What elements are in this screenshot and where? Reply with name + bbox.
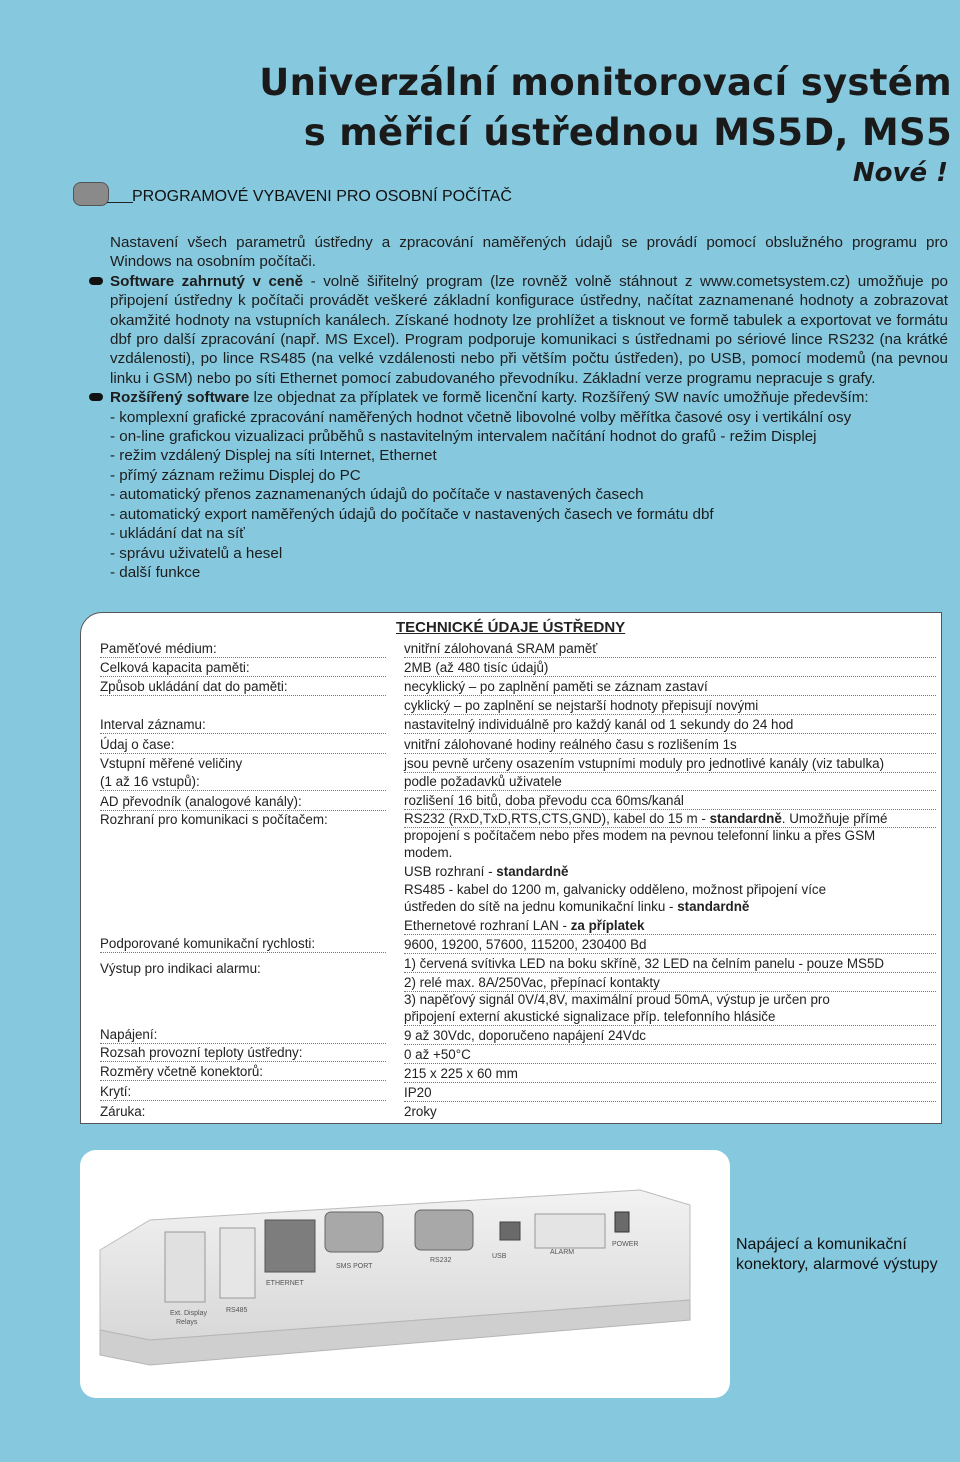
spec-label: (1 až 16 vstupů): [100,773,386,791]
spec-value-part: ústředen do sítě na jednu komunikační linku - [404,899,678,914]
feature-list [110,408,948,583]
spec-label: Krytí: [100,1083,386,1101]
spec-value-part: RS232 (RxD,TxD,RTS,CTS,GND), kabel do 15 m - [404,811,710,826]
spec-value: 2MB (až 480 tisíc údajů) [404,659,936,677]
spec-value: nastavitelný individuálně pro každý kanál od 1 sekundy do 24 hod [404,716,936,734]
section-divider [107,202,133,203]
spec-value: 3) napěťový signál 0V/4,8V, maximální proud 50mA, výstup je určen pro [404,992,830,1007]
software-free-text: - volně šiřitelný program (lze rovněž volně stáhnout z www.cometsystem.cz) umožňuje po připojení ústředny k počítači provádět veškeré základní konfigurace ústředny, načítat zaznamenané hodnoty a zobrazovat okamžité hodnoty na vstupních kanálech. Získané hodnoty lze prohlížet a tisknout ve formě tabulek a exportovat ve formátu dbf pro další zpracování (např. MS Excel). Program podporuje komunikaci s ústřednami po sériové lince RS232 (na krátké vzdálenosti), po lince RS485 (na velké vzdálenosti nebo při větším počtu ústředen), po USB, pomocí modemů (na pevnou linku i GSM) nebo po síti Ethernet pomocí zabudovaného převodníku. Základní verze programu nepracuje s grafy. [110,272,948,387]
spec-value-usb [404,863,936,880]
spec-value: 2) relé max. 8A/250Vac, přepínací kontakty [404,974,936,992]
spec-value: 215 x 225 x 60 mm [404,1065,936,1083]
feature-item: - další funkce [110,563,201,581]
spec-value: cyklický – po zaplnění se nejstarší hodnoty přepisují novými [404,697,936,715]
software-free-heading: Software zahrnutý v ceně [110,272,304,290]
feature-item: - ukládání dat na síť [110,525,245,543]
bullet-icon [89,393,103,401]
device-label: SMS PORT [336,1263,373,1270]
title-line-1: Univerzální monitorovací systém [259,61,952,104]
product-photo [80,1150,730,1398]
feature-item: - správu uživatelů a hesel [110,544,283,562]
spec-value-bold: standardně [496,864,569,879]
title-line-2: s měřicí ústřednou MS5D, MS5 [303,111,952,154]
tech-specs-title: TECHNICKÉ ÚDAJE ÚSTŘEDNY [396,619,626,636]
new-badge: Nové ! [852,158,948,188]
spec-label: Napájení: [100,1026,386,1044]
photo-caption: Napájecí a komunikační konektory, alarmové výstupy [736,1236,938,1273]
spec-value: necyklický – po zaplnění paměti se záznam zastaví [404,678,936,696]
spec-value: jsou pevně určeny osazením vstupními moduly pro jednotlivé kanály (viz tabulka) [404,755,936,773]
spec-value-bold: standardně [677,899,750,914]
spec-value: vnitřní zálohované hodiny reálného času s rozlišením 1s [404,736,936,754]
spec-label: Celková kapacita paměti: [100,659,386,677]
spec-value: 9 až 30Vdc, doporučeno napájení 24Vdc [404,1027,936,1045]
spec-label: Podporované komunikační rychlosti: [100,935,386,953]
feature-item: - automatický export naměřených údajů do počítače v nastavených časech ve formátu dbf [110,505,714,523]
spec-value: RS485 - kabel do 1200 m, galvanicky odděleno, možnost připojení více [404,882,827,897]
device-label: Relays [176,1319,198,1326]
spec-value: rozlišení 16 bitů, doba převodu cca 60ms/kanál [404,792,936,810]
feature-item: - režim vzdálený Displej na síti Internet, Ethernet [110,447,437,465]
spec-value-part: . Umožňuje přímé [781,811,888,826]
feature-item: - automatický přenos zaznamenaných údajů do počítače v nastavených časech [110,486,644,504]
device-label: RS485 [226,1307,248,1314]
feature-item: - komplexní grafické zpracování naměřených hodnot včetně libovolné volby měřítka časové osy i vertikální osy [110,408,852,426]
spec-label: Záruka: [100,1104,146,1119]
spec-value: vnitřní zálohovaná SRAM paměť [404,640,936,658]
device-label: Ext. Display [170,1310,207,1317]
intro-paragraph: Nastavení všech parametrů ústředny a zpracování naměřených údajů se provádí pomocí obslužného programu pro Windows na osobním počítači. [110,234,948,271]
spec-label: Rozměry včetně konektorů: [100,1063,386,1081]
spec-value-part: Ethernetové rozhraní LAN - [404,918,571,933]
spec-value: 2roky [404,1104,437,1119]
spec-value-bold: za příplatek [570,918,645,933]
software-free-paragraph [110,272,948,388]
software-ext-heading: Rozšířený software [110,389,250,407]
section-marker-icon [73,182,109,206]
spec-value-rs232 [404,810,936,828]
spec-value: podle požadavků uživatele [404,773,936,791]
device-label: ETHERNET [266,1280,304,1287]
spec-value-part: USB rozhraní - [404,864,497,879]
device-illustration [80,1150,730,1398]
spec-value-rs485 [404,898,936,915]
spec-label: Rozhraní pro komunikaci s počítačem: [100,812,328,827]
spec-label: Vstupní měřené veličiny [100,756,243,771]
spec-value: modem. [404,845,453,860]
device-label: RS232 [430,1257,452,1264]
spec-value: 9600, 19200, 57600, 115200, 230400 Bd [404,936,936,954]
software-ext-text: lze objednat za příplatek ve formě licenční karty. Rozšířený SW navíc umožňuje především: [249,389,869,407]
spec-value-bold: standardně [709,811,782,826]
spec-label: Způsob ukládání dat do paměti: [100,678,386,696]
device-label: ALARM [550,1249,575,1256]
spec-value: připojení externí akustické signalizace příp. telefonního hlásiče [404,1008,936,1026]
spec-label: Údaj o čase: [100,736,386,754]
software-ext-paragraph [110,388,948,407]
spec-value: 1) červená svítivka LED na boku skříně, 32 LED na čelním panelu - pouze MS5D [404,955,936,973]
spec-label: Paměťové médium: [100,640,386,658]
bullet-icon [89,277,103,285]
feature-item: - přímý záznam režimu Displej do PC [110,466,361,484]
spec-value: propojení s počítačem nebo přes modem na pevnou telefonní linku a přes GSM [404,828,876,843]
spec-value: 0 až +50°C [404,1046,936,1064]
spec-label: Interval záznamu: [100,716,386,734]
device-label: USB [492,1253,507,1260]
spec-value: IP20 [404,1084,936,1102]
spec-label: Výstup pro indikaci alarmu: [100,961,261,976]
feature-item: - on-line grafickou vizualizaci průběhů s nastavitelným intervalem načítání hodnot do grafů - režim Displej [110,428,817,446]
spec-value-ethernet [404,917,936,935]
spec-label: AD převodník (analogové kanály): [100,793,386,811]
section-title: PROGRAMOVÉ VYBAVENI PRO OSOBNÍ POČÍTAČ [132,188,512,205]
body-text [110,233,948,582]
device-label: POWER [612,1241,639,1248]
page-title [259,58,952,158]
spec-label: Rozsah provozní teploty ústředny: [100,1044,386,1062]
